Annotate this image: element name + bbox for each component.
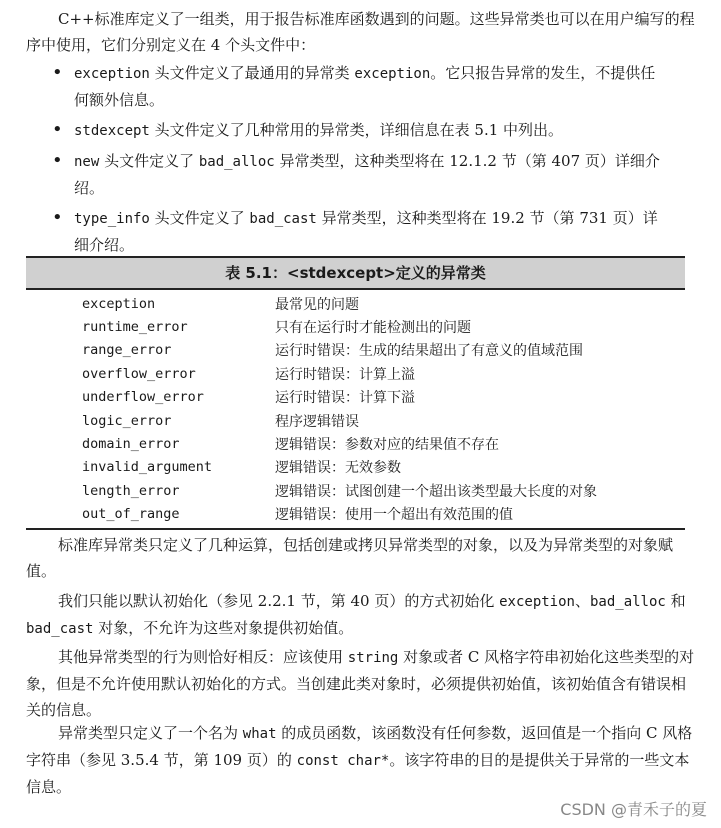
table-row: domain_error 逻辑错误：参数对应的结果值不存在: [82, 436, 499, 454]
table-row: runtime_error 只有在运行时才能检测出的问题: [82, 319, 471, 337]
list-item: • new 头文件定义了 bad_alloc 异常类型，这种类型将在 12.1.2 节（第 407 页）详细介绍。: [50, 148, 660, 201]
intro-paragraph: C++标准库定义了一组类，用于报告标准库函数遇到的问题。这些异常类也可以在用户编写的程序中使用，它们分别定义在 4 个头文件中：: [26, 10, 695, 54]
table-row: overflow_error 运行时错误：计算上溢: [82, 365, 415, 383]
table-row: logic_error 程序逻辑错误: [82, 412, 359, 430]
paragraph-what-member: 异常类型只定义了一个名为 what 的成员函数，该函数没有任何参数，返回值是一个指向 C 风格字符串（参见 3.5.4 节，第 109 页）的 const char*。该字符串的目的是提供关于异常的一些文本信息。: [26, 724, 693, 796]
list-item: • type_info 头文件定义了 bad_cast 异常类型，这种类型将在 19.2 节（第 731 页）详细介绍。: [50, 205, 660, 258]
table-title: 表 5.1：<stdexcept>定义的异常类: [26, 258, 685, 290]
paragraph-operations: 标准库异常类只定义了几种运算，包括创建或拷贝异常类型的对象，以及为异常类型的对象赋值。: [26, 536, 674, 580]
exception-table: [26, 256, 685, 530]
header-file-list: [50, 60, 660, 262]
table-row: invalid_argument 逻辑错误：无效参数: [82, 459, 401, 477]
table-row: range_error 运行时错误：生成的结果超出了有意义的值域范围: [82, 342, 583, 360]
list-item: • exception 头文件定义了最通用的异常类 exception。它只报告异常的发生，不提供任何额外信息。: [50, 60, 660, 113]
table-row: underflow_error 运行时错误：计算下溢: [82, 389, 415, 407]
table-row: exception 最常见的问题: [82, 295, 359, 313]
watermark: CSDN @青禾子的夏: [560, 800, 707, 819]
paragraph-default-init: 我们只能以默认初始化（参见 2.2.1 节，第 40 页）的方式初始化 exception、bad_alloc 和 bad_cast 对象，不允许为这些对象提供初始值。: [26, 592, 686, 637]
paragraph-other-types: 其他异常类型的行为则恰好相反：应该使用 string 对象或者 C 风格字符串初始化这些类型的对象，但是不允许使用默认初始化的方式。当创建此类对象时，必须提供初始值，该初始值含有错误相关的信息。: [26, 648, 695, 719]
table-row: length_error 逻辑错误：试图创建一个超出该类型最大长度的对象: [82, 482, 597, 500]
table-row: out_of_range 逻辑错误：使用一个超出有效范围的值: [82, 506, 513, 524]
list-item: • stdexcept 头文件定义了几种常用的异常类，详细信息在表 5.1 中列出。: [50, 117, 660, 144]
